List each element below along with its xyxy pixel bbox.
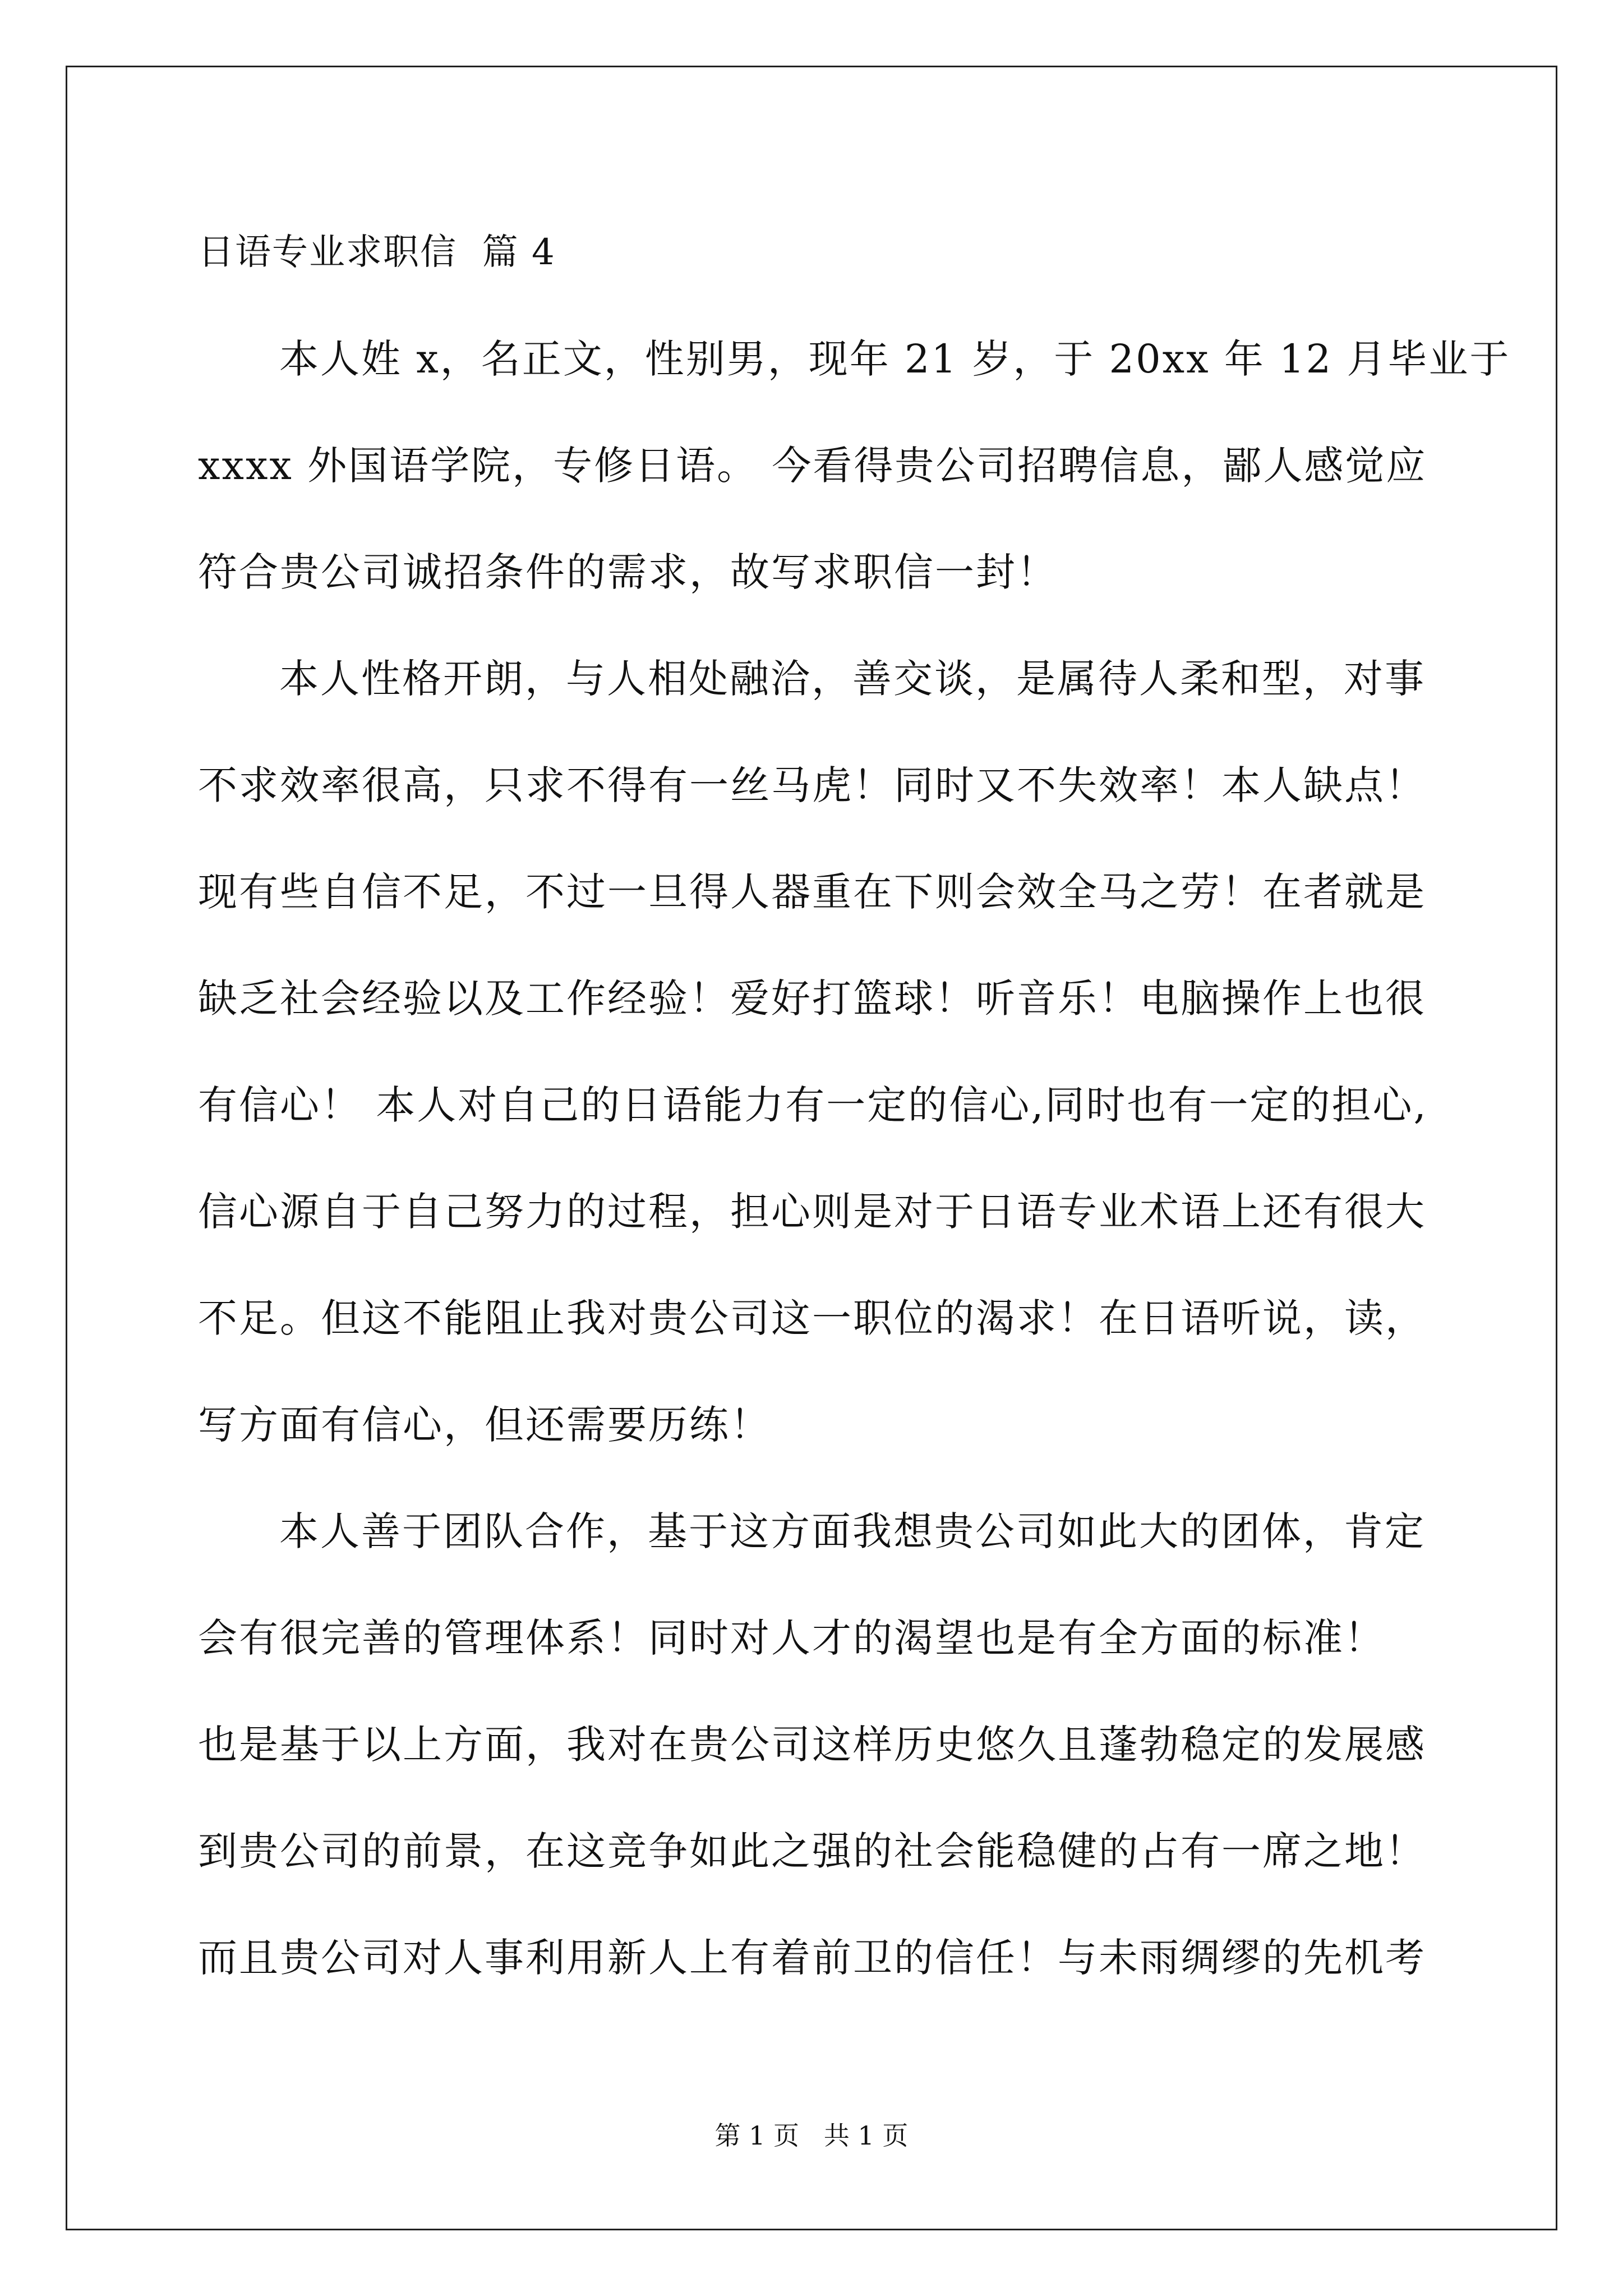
- spacer: [198, 1243, 1429, 1287]
- spacer: [198, 816, 1429, 861]
- paragraph-line: 本人善于团队合作，基于这方面我想贵公司如此大的团体，肯定: [279, 1508, 1426, 1554]
- paragraph-line: 不足。但这不能阻止我对贵公司这一职位的渴求！在日语听说，读，: [198, 1295, 1426, 1341]
- paragraph-line: 而且贵公司对人事利用新人上有着前卫的信任！与未雨绸缪的先机考: [198, 1935, 1426, 1981]
- spacer: [198, 1775, 1429, 1820]
- spacer: [198, 496, 1429, 541]
- spacer: [198, 1349, 1429, 1394]
- paragraph-line: 写方面有信心，但还需要历练！: [198, 1402, 771, 1448]
- spacer: [198, 1456, 1429, 1501]
- document-body: [198, 222, 1511, 1989]
- spacer: [198, 1136, 1429, 1181]
- paragraph-line: 现有些自信不足，不过一旦得人器重在下则会效全马之劳！在者就是: [198, 869, 1426, 915]
- spacer: [198, 603, 1429, 648]
- spacer: [198, 1029, 1429, 1074]
- paragraph-line: 缺乏社会经验以及工作经验！爱好打篮球！听音乐！电脑操作上也很: [198, 976, 1426, 1022]
- paragraph: [198, 648, 1429, 1456]
- paragraph-line: 到贵公司的前景，在这竞争如此之强的社会能稳健的占有一席之地！: [198, 1828, 1426, 1874]
- spacer: [198, 923, 1429, 968]
- paragraph-line: 信心源自于自己努力的过程，担心则是对于日语专业术语上还有很大: [198, 1189, 1426, 1235]
- spacer: [198, 283, 1429, 328]
- paragraph-line: 也是基于以上方面，我对在贵公司这样历史悠久且蓬勃稳定的发展感: [198, 1722, 1426, 1768]
- paragraph-line: 会有很完善的管理体系！同时对人才的渴望也是有全方面的标准！: [198, 1615, 1385, 1661]
- spacer: [198, 710, 1429, 754]
- spacer: [198, 1669, 1429, 1714]
- paragraph: [198, 1501, 1429, 1989]
- paragraph-line: 有信心！ 本人对自己的日语能力有一定的信心,同时也有一定的担心,: [198, 1082, 1428, 1128]
- paragraph-line: xxxx 外国语学院，专修日语。 今看得贵公司招聘信息，鄙人感觉应: [198, 443, 1427, 489]
- page-footer: 第 1 页 共 1 页: [714, 2120, 909, 2151]
- spacer: [198, 390, 1429, 435]
- document-title: 日语专业求职信 篇 4: [198, 232, 556, 273]
- paragraph: [198, 328, 1511, 603]
- spacer: [198, 1882, 1429, 1927]
- paragraph-line: 本人姓 x，名正文，性别男，现年 21 岁，于 20xx 年 12 月毕业于: [279, 336, 1511, 382]
- spacer: [198, 1562, 1429, 1607]
- paragraph-line: 不求效率很高，只求不得有一丝马虎！同时又不失效率！本人缺点！: [198, 762, 1426, 808]
- paragraph-line: 符合贵公司诚招条件的需求，故写求职信一封！: [198, 549, 1058, 595]
- paragraph-line: 本人性格开朗，与人相处融洽，善交谈，是属待人柔和型，对事: [279, 656, 1426, 702]
